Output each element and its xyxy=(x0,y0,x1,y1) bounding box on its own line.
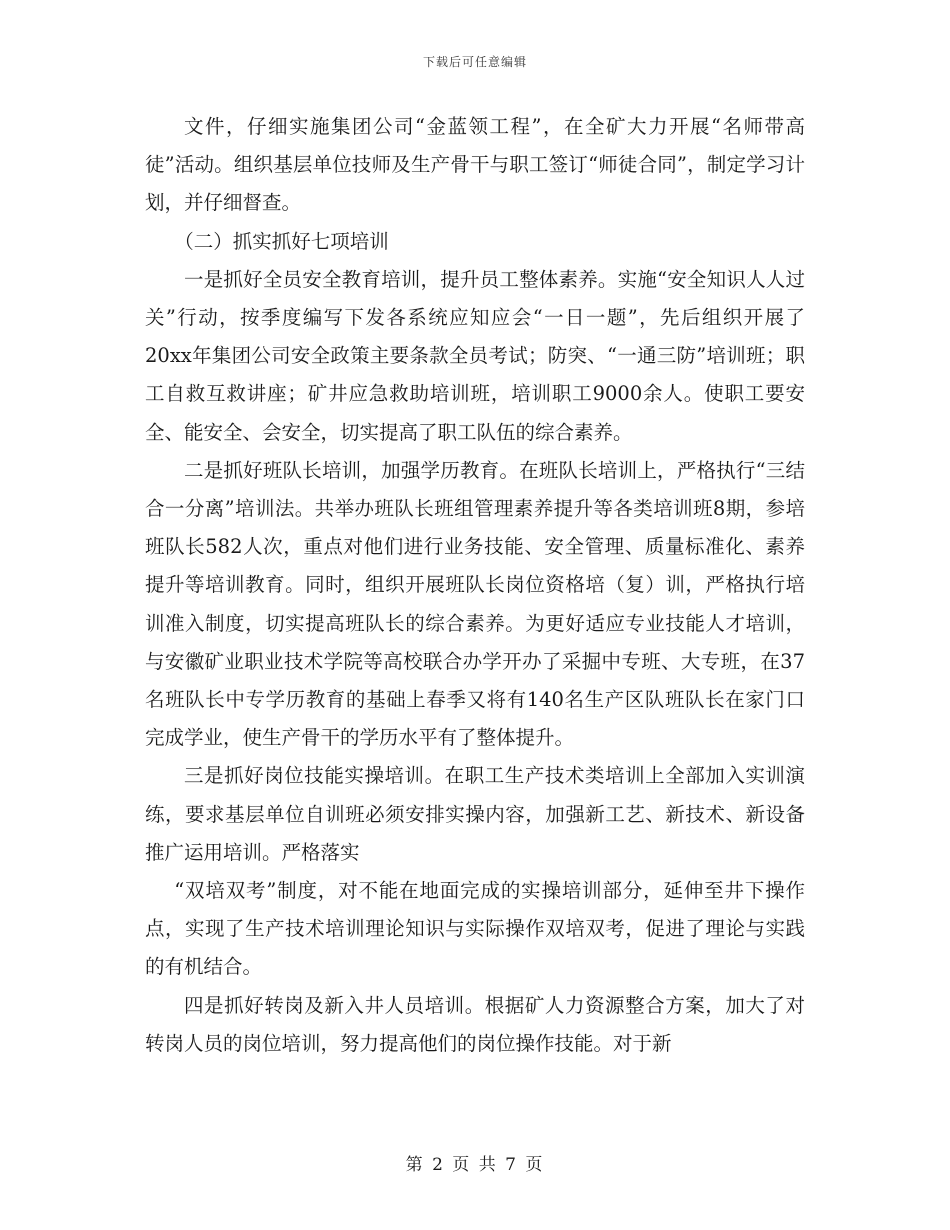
page-header: 下载后可任意编辑 xyxy=(422,55,527,69)
paragraph-3: 二是抓好班队长培训，加强学历教育。在班队长培训上，严格执行“三结合一分离”培训法。共举办班队长班组管理素养提升等各类培训班8期，参培班队长582人次，重点对他们进行业务技能、安全管理、质量标准化、素养提升等培训教育。同时，组织开展班队长岗位资格培（复）训，严格执行培训准入制度，切实提高班队长的综合素养。为更好适应专业技能人才培训，与安徽矿业职业技术学院等高校联合办学开办了采掘中专班、大专班，在37名班队长中专学历教育的基础上春季又将有140名生产区队班队长在家门口完成学业，使生产骨干的学历水平有了整体提升。 xyxy=(145,458,805,750)
paragraph-1: 文件，仔细实施集团公司“金蓝领工程”，在全矿大力开展“名师带高徒”活动。组织基层单位技师及生产骨干与职工签订“师徒合同”，制定学习计划，并仔细督查。 xyxy=(145,115,805,215)
page-footer: 第 2 页 共 7 页 xyxy=(405,1155,545,1175)
paragraph-6: 四是抓好转岗及新入井人员培训。根据矿人力资源整合方案，加大了对转岗人员的岗位培训，努力提高他们的岗位操作技能。对于新 xyxy=(145,993,805,1055)
section-heading: （二）抓实抓好七项培训 xyxy=(174,229,389,253)
paragraph-2: 一是抓好全员安全教育培训，提升员工整体素养。实施“安全知识人人过关”行动，按季度编写下发各系统应知应会“一日一题”，先后组织开展了20xx年集团公司安全政策主要条款全员考试；防突、“一通三防”培训班；职工自救互救讲座；矿井应急救助培训班，培训职工9000余人。使职工要安全、能安全、会安全，切实提高了职工队伍的综合素养。 xyxy=(145,267,805,444)
paragraph-5: “双培双考”制度，对不能在地面完成的实操培训部分，延伸至井下操作点，实现了生产技术培训理论知识与实际操作双培双考，促进了理论与实践的有机结合。 xyxy=(145,879,805,979)
document-body xyxy=(145,108,805,1063)
paragraph-4: 三是抓好岗位技能实操培训。在职工生产技术类培训上全部加入实训演练，要求基层单位自训班必须安排实操内容，加强新工艺、新技术、新设备推广运用培训。严格落实 xyxy=(145,764,805,864)
